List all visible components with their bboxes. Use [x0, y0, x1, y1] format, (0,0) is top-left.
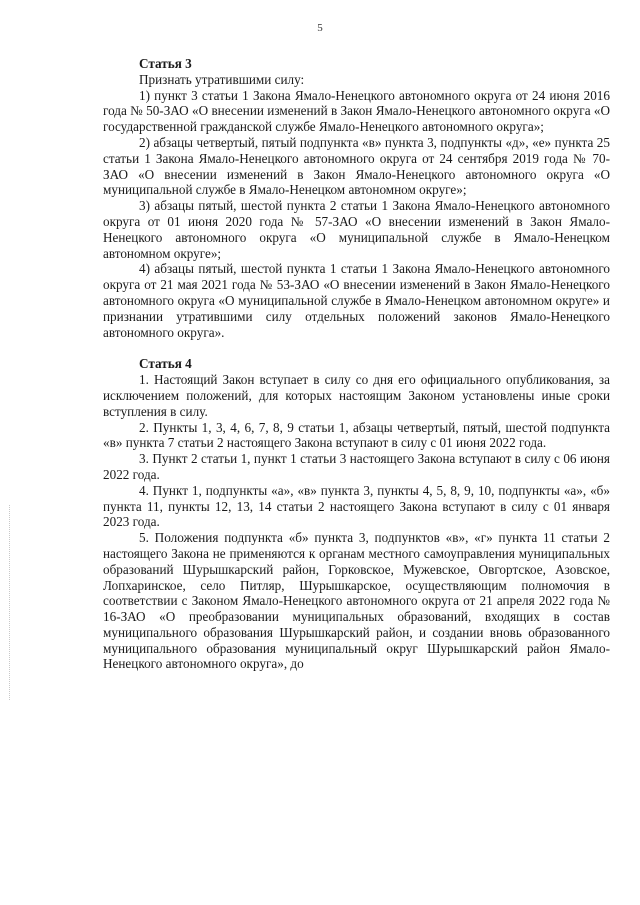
article-4-item-4: 4. Пункт 1, подпункты «а», «в» пункта 3, пункты 4, 5, 8, 9, 10, подпункты «а», «б» пункта 11, пункты 12, 13, 14 статьи 2 настоящего Закона вступают в силу с 01 января 2023 года. [103, 482, 610, 530]
article-3-intro: Признать утратившими силу: [139, 71, 305, 87]
margin-marks [9, 505, 12, 700]
article-3-title: Статья 3 [139, 56, 192, 71]
page-number: 5 [317, 22, 323, 34]
article-4-item-3: 3. Пункт 2 статьи 1, пункт 1 статьи 3 настоящего Закона вступают в силу с 06 июня 2022 года. [103, 451, 610, 482]
article-3-item-2: 2) абзацы четвертый, пятый подпункта «в» пункта 3, подпункты «д», «е» пункта 25 статьи 1 Закона Ямало-Ненецкого автономного округа от 24 сентября 2019 года № 70-ЗАО «О внесении изменений в Закон Ямало-Ненецкого автономного округа «О муниципальной службе в Ямало-Ненецком автономном округе»; [103, 134, 610, 198]
article-3-item-3: 3) абзацы пятый, шестой пункта 2 статьи 1 Закона Ямало-Ненецкого автономного округа от 01 июня 2020 года № 57-ЗАО «О внесении изменений в Закон Ямало-Ненецкого автономного округа «О муниципальной службе в Ямало-Ненецком автономном округе»; [103, 198, 610, 261]
section-gap [103, 340, 610, 356]
article-4-item-2: 2. Пункты 1, 3, 4, 6, 7, 8, 9 статьи 1, абзацы четвертый, пятый, шестой подпункта «в» пункта 7 статьи 2 настоящего Закона вступают в силу с 01 июня 2022 года. [103, 419, 610, 451]
article-4-item-1: 1. Настоящий Закон вступает в силу со дня его официального опубликования, за исключением положений, для которых настоящим Законом установлены иные сроки вступления в силу. [103, 372, 610, 419]
article-4-item-5: 5. Положения подпункта «б» пункта 3, подпунктов «в», «г» пункта 11 статьи 2 настоящего Закона не применяются к органам местного самоуправления муниципальных образований Шурышкарский район, Горковское, Мужевское, Овгортское, Азовское, Лопхаринское, село Питляр, Шурышкарское, осуществляющим полномочия в соответствии с Законом Ямало-Ненецкого автономного округа от 21 апреля 2022 года № 16-ЗАО «О преобразовании муниципальных образований, входящих в состав муниципального образования Шурышкарский район, и создании вновь образованного муниципального образования муниципальный округ Шурышкарский район Ямало-Ненецкого автономного округа», до [103, 530, 610, 672]
article-4-title: Статья 4 [139, 356, 192, 372]
article-3-item-1: 1) пункт 3 статьи 1 Закона Ямало-Ненецкого автономного округа от 24 июня 2016 года № 50-ЗАО «О внесении изменений в Закон Ямало-Ненецкого автономного округа «О государственной гражданской службе Ямало-Ненецкого автономного округа»; [103, 87, 610, 135]
article-3-item-4: 4) абзацы пятый, шестой пункта 1 статьи 1 Закона Ямало-Ненецкого автономного округа от 21 мая 2021 года № 53-ЗАО «О внесении изменений в Закон Ямало-Ненецкого автономного округа «О муниципальной службе в Ямало-Ненецком автономном округе» и признании утратившими силу отдельных положений законов Ямало-Ненецкого автономного округа». [103, 261, 610, 340]
document-body [103, 56, 610, 672]
